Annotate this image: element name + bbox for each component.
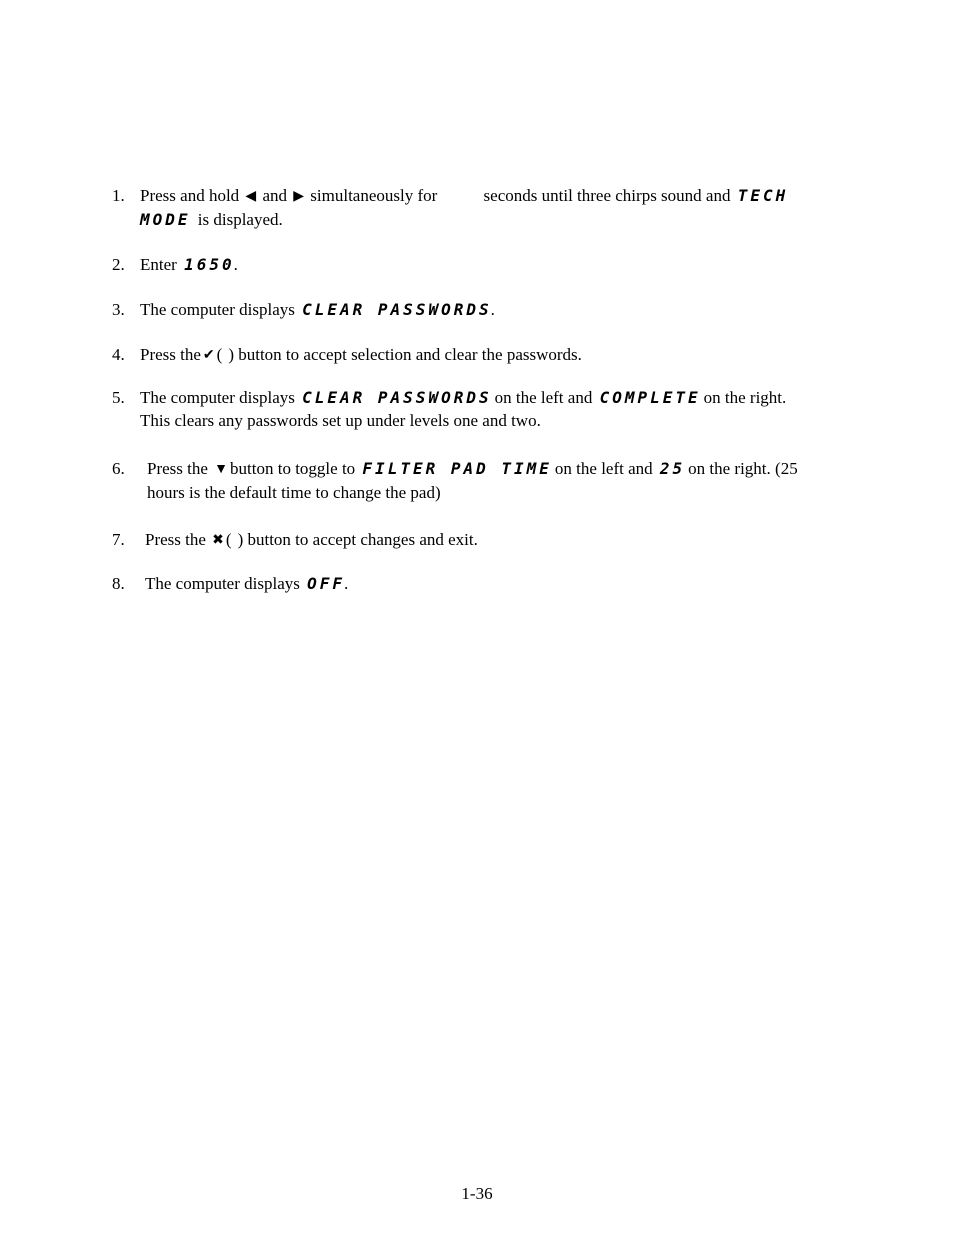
page-number: 1-36 (461, 1184, 493, 1203)
x-icon: ✖ (212, 533, 224, 548)
lcd-text: COMPLETE (599, 388, 701, 407)
step-number: 8. (112, 574, 125, 593)
lcd-text: CLEAR PASSWORDS (302, 388, 492, 407)
down-arrow-icon: ▼ (214, 462, 229, 477)
lcd-text: TECH (737, 186, 789, 205)
step-text: The computer displays OFF. (145, 574, 349, 593)
step-text: Enter 1650. (140, 255, 238, 274)
step-text: Press and hold ◀ and ▶ simultaneously for seconds until three chirps sound and TECH MODE is displayed. (140, 186, 789, 229)
lcd-text: 25 (659, 459, 686, 478)
lcd-text: 1650 (184, 255, 235, 274)
step-text: Press the ✖ ( ) button to accept changes and exit. (145, 528, 875, 552)
left-arrow-icon: ◀ (245, 189, 257, 204)
lcd-text: CLEAR PASSWORDS (302, 300, 492, 319)
step-number: 6. (112, 459, 125, 478)
step-text: The computer displays CLEAR PASSWORDS on the left and COMPLETE on the right. This clears any passwords set up under levels one and two. (140, 388, 787, 430)
lcd-text: FILTER PAD TIME (362, 459, 552, 478)
step-text: Press the ✔ ( ) button to accept selection and clear the passwords. (140, 343, 870, 367)
lcd-text: MODE (140, 210, 191, 229)
step-text: Press the ▼ button to toggle to FILTER PAD TIME on the left and 25 on the right. (25 hours is the default time to change the pad) (147, 459, 798, 502)
checkmark-icon: ✔ (202, 348, 215, 363)
step-number: 3. (112, 300, 125, 319)
step-number: 7. (112, 530, 125, 549)
step-text: The computer displays CLEAR PASSWORDS. (140, 300, 495, 319)
lcd-text: OFF (307, 574, 346, 593)
right-arrow-icon: ▶ (293, 189, 305, 204)
step-number: 4. (112, 345, 125, 364)
step-number: 5. (112, 388, 125, 407)
step-number: 2. (112, 255, 125, 274)
step-number: 1. (112, 186, 125, 205)
